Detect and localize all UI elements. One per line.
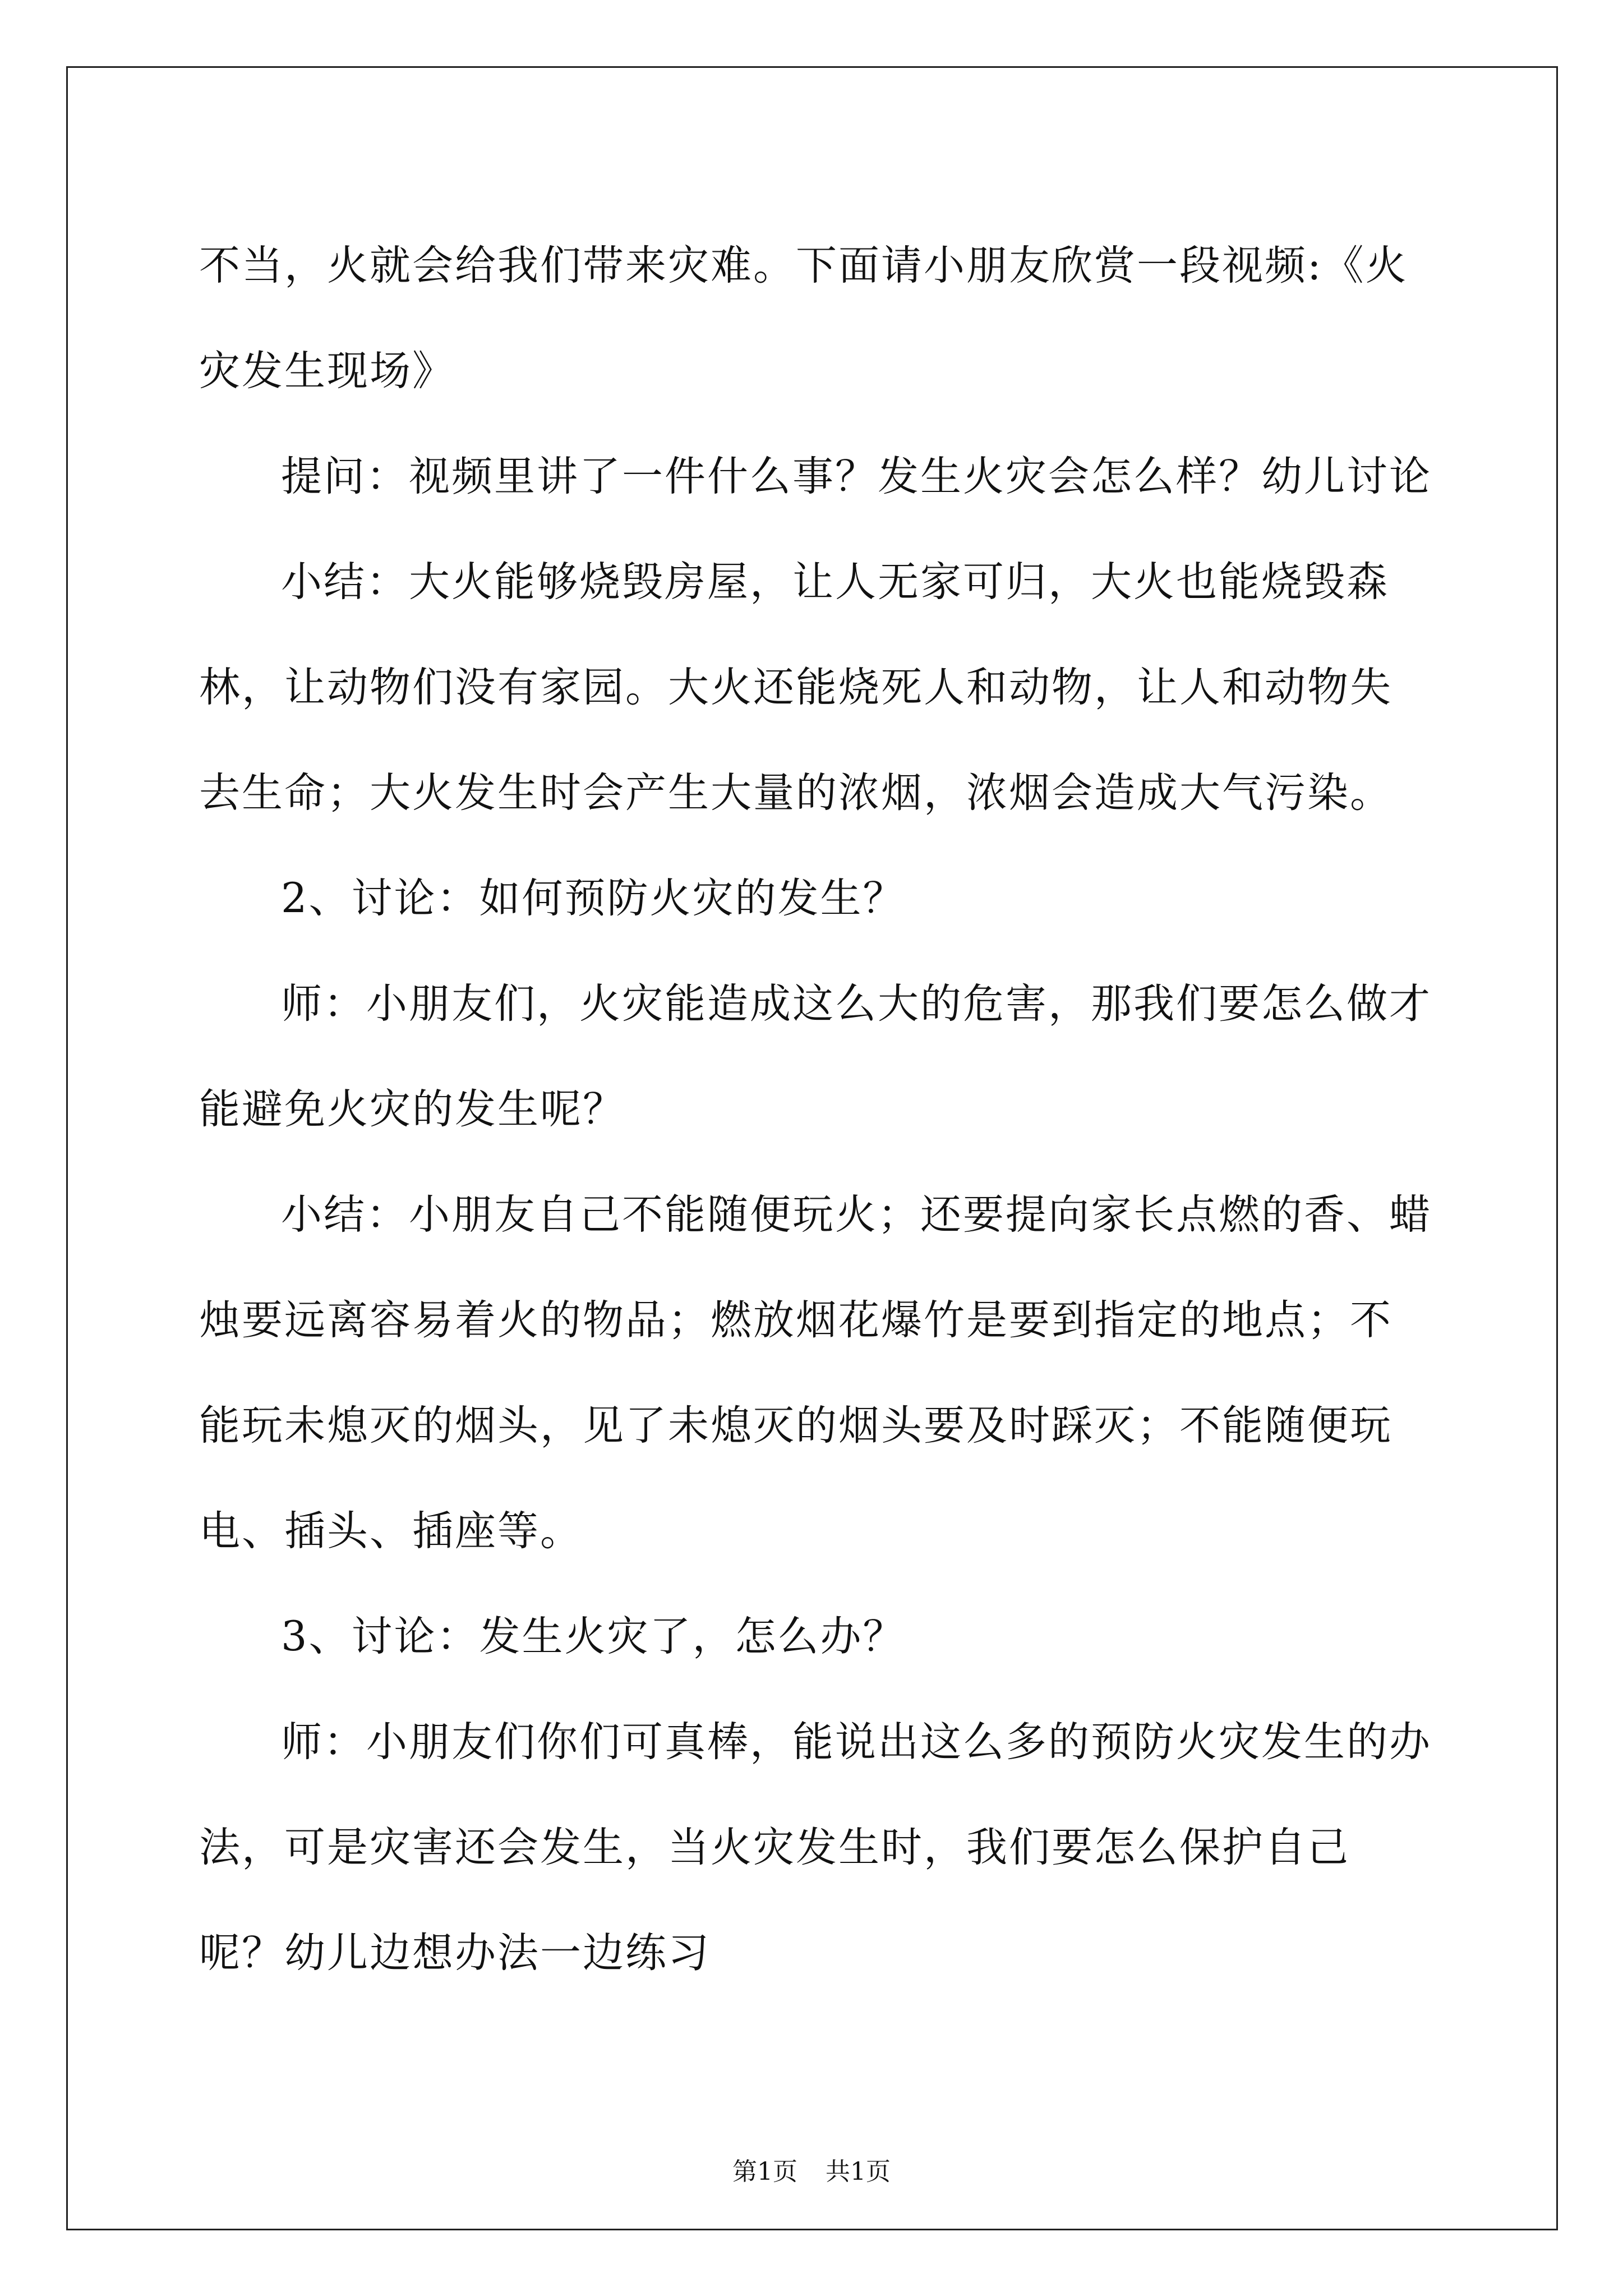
paragraph: 小结：大火能够烧毁房屋，让人无家可归，大火也能烧毁森林，让动物们没有家园。大火还能烧死人和动物，让人和动物失去生命；大火发生时会产生大量的浓烟，浓烟会造成大气污染。 bbox=[199, 558, 1393, 817]
paragraph: 师：小朋友们，火灾能造成这么大的危害，那我们要怎么做才能避免火灾的发生呢？ bbox=[199, 980, 1432, 1133]
paragraph: 提问：视频里讲了一件什么事？发生火灾会怎么样？幼儿讨论 bbox=[281, 453, 1432, 500]
paragraph: 3、讨论：发生火灾了，怎么办？ bbox=[281, 1613, 906, 1660]
page-total: 共1页 bbox=[826, 2157, 891, 2186]
page-number: 第1页 bbox=[732, 2157, 797, 2186]
paragraph: 不当，火就会给我们带来灾难。下面请小朋友欣赏一段视频:《火灾发生现场》 bbox=[199, 242, 1408, 395]
document-body bbox=[199, 213, 1433, 2006]
paragraph: 2、讨论：如何预防火灾的发生？ bbox=[281, 875, 906, 922]
page-footer bbox=[0, 2151, 1623, 2187]
paragraph: 小结：小朋友自己不能随便玩火；还要提向家长点燃的香、蜡烛要远离容易着火的物品；燃放烟花爆竹是要到指定的地点；不能玩未熄灭的烟头，见了未熄灭的烟头要及时踩灭；不能随便玩电、插头、插座等。 bbox=[199, 1191, 1432, 1555]
paragraph: 师：小朋友们你们可真棒，能说出这么多的预防火灾发生的办法，可是灾害还会发生，当火灾发生时，我们要怎么保护自己呢？幼儿边想办法一边练习 bbox=[199, 1718, 1432, 1977]
